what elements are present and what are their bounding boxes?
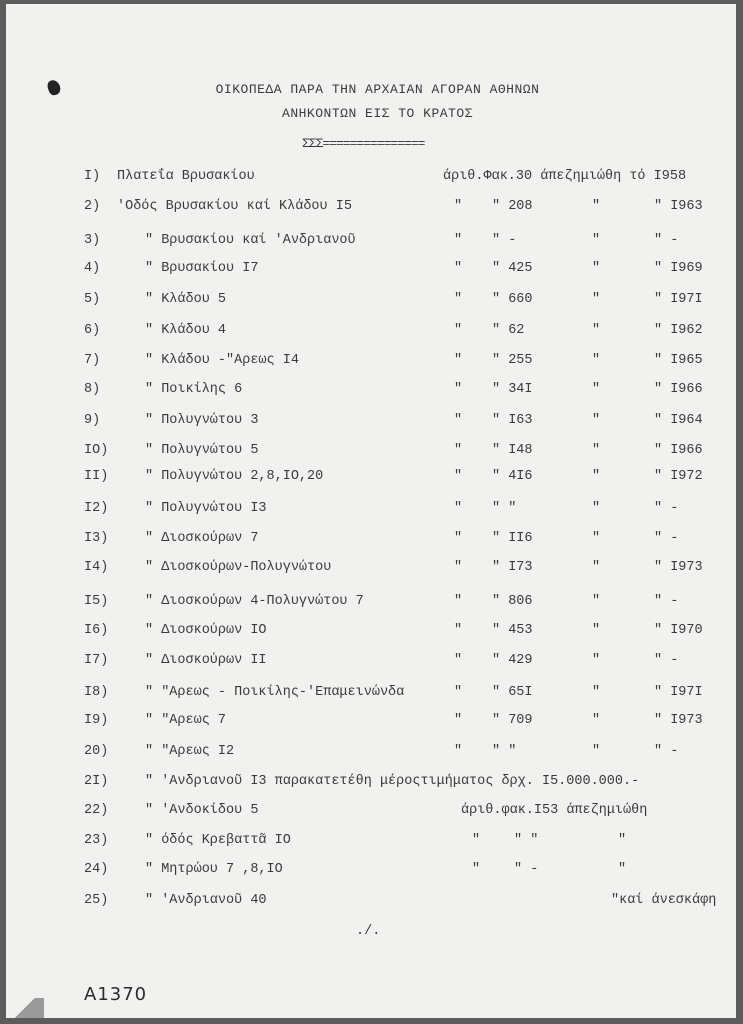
title-underline: ΣΣΣ=============== [302, 136, 425, 151]
file-number: " " [492, 501, 517, 516]
ditto-mark: " [472, 833, 481, 848]
item-number: IO) [84, 443, 109, 458]
item-description: " όδός Κρεβαττᾶ IO [145, 833, 291, 848]
item-description: " Πολυγνώτου 5 [145, 443, 259, 458]
excavation-note: "καί άνεσκάφη [611, 893, 717, 908]
file-number: " 453 [492, 623, 533, 638]
item-description: " "Αρεως 7 [145, 713, 227, 728]
item-description: " Διοσκούρων 7 [145, 531, 259, 546]
item-number: I4) [84, 560, 109, 575]
item-description: " Κλάδου -"Αρεως I4 [145, 353, 299, 368]
file-number: " 255 [492, 353, 533, 368]
ditto-mark: " [592, 713, 601, 728]
file-number: " 425 [492, 261, 533, 276]
list-item [6, 469, 736, 489]
ditto-mark: " [454, 233, 463, 248]
item-number: 6) [84, 323, 101, 338]
list-item [6, 531, 736, 551]
ditto-mark: " [592, 623, 601, 638]
compensation-year: " I965 [654, 353, 703, 368]
item-number: 2I) [84, 774, 109, 789]
item-number: 3) [84, 233, 101, 248]
item-number: 22) [84, 803, 109, 818]
item-number: 9) [84, 413, 101, 428]
item-description: " Πολυγνώτου 2,8,IO,20 [145, 469, 324, 484]
list-item [6, 292, 736, 312]
item-description: " "Αρεως I2 [145, 744, 235, 759]
document-page [6, 4, 736, 1018]
handwritten-code: A1370 [84, 984, 148, 1005]
list-item [6, 261, 736, 281]
compensation-year: " - [654, 653, 679, 668]
item-description: " Κλάδου 4 [145, 323, 227, 338]
ditto-mark: " [592, 443, 601, 458]
list-item [6, 893, 736, 913]
ditto-mark: " [454, 323, 463, 338]
file-number: " 62 [492, 323, 525, 338]
item-number: I9) [84, 713, 109, 728]
ditto-mark: " [454, 713, 463, 728]
ditto-mark: " [454, 594, 463, 609]
compensation-year: " I969 [654, 261, 703, 276]
compensation-year: " I97I [654, 685, 703, 700]
list-item [6, 623, 736, 643]
list-item [6, 713, 736, 733]
ditto-mark: " [592, 560, 601, 575]
list-item [6, 169, 736, 189]
ditto-mark: " [454, 531, 463, 546]
file-number: " 34I [492, 382, 533, 397]
file-number: " 709 [492, 713, 533, 728]
ditto-mark: " [592, 594, 601, 609]
compensation-year: " I963 [654, 199, 703, 214]
list-item [6, 594, 736, 614]
ditto-mark: " [592, 685, 601, 700]
item-description: " Μητρώου 7 ,8,IO [145, 862, 283, 877]
ditto-mark: " [454, 685, 463, 700]
ditto-mark: " [592, 413, 601, 428]
item-description: " Βρυσακίου I7 [145, 261, 259, 276]
compensation-year: " I970 [654, 623, 703, 638]
list-item [6, 803, 736, 823]
ditto-mark: " [592, 323, 601, 338]
ditto-mark: " [454, 382, 463, 397]
item-description: 'Οδός Βρυσακίου καί Κλάδου I5 [117, 199, 352, 214]
ditto-mark: " [592, 199, 601, 214]
compensation-year: " - [654, 531, 679, 546]
file-number: " 806 [492, 594, 533, 609]
ditto-mark: " [592, 353, 601, 368]
title-line-2: ΑΝΗΚΟΝΤΩΝ ΕΙΣ ΤΟ ΚΡΑΤΟΣ [282, 106, 473, 121]
compensation-year: " I97I [654, 292, 703, 307]
item-number: 23) [84, 833, 109, 848]
compensation-year: " - [654, 501, 679, 516]
compensation-year: " I973 [654, 560, 703, 575]
list-item [6, 501, 736, 521]
compensation-year: " I966 [654, 443, 703, 458]
item-description: " Ποικίλης 6 [145, 382, 243, 397]
compensation-year: " I973 [654, 713, 703, 728]
compensation-year: " - [654, 594, 679, 609]
ditto-mark: " [592, 261, 601, 276]
page-continuation-mark: ./. [356, 924, 381, 939]
file-number: " I48 [492, 443, 533, 458]
compensation-year: " - [654, 744, 679, 759]
ditto-mark: " [454, 261, 463, 276]
item-description: " Βρυσακίου καί 'Ανδριανοῦ [145, 233, 356, 248]
item-description: " Διοσκούρων IO [145, 623, 267, 638]
item-number: I7) [84, 653, 109, 668]
item-number: 25) [84, 893, 109, 908]
file-number: " - [492, 233, 517, 248]
ditto-mark: " [454, 744, 463, 759]
item-description: Πλατεΐα Βρυσακίου [117, 169, 255, 184]
ditto-mark: " [454, 292, 463, 307]
file-number: " I63 [492, 413, 533, 428]
compensation-year: " I962 [654, 323, 703, 338]
list-item [6, 443, 736, 463]
list-item [6, 685, 736, 705]
ditto-mark: " [592, 653, 601, 668]
compensation-year: " - [654, 233, 679, 248]
list-item [6, 833, 736, 853]
file-number: " - [514, 862, 539, 877]
ditto-mark: " [454, 501, 463, 516]
item-description: " Κλάδου 5 [145, 292, 227, 307]
item-number: I8) [84, 685, 109, 700]
file-number: " 4I6 [492, 469, 533, 484]
item-number: I5) [84, 594, 109, 609]
item-description: " Διοσκούρων 4-Πολυγνώτου 7 [145, 594, 364, 609]
ditto-mark: " [592, 382, 601, 397]
list-item [6, 233, 736, 253]
file-number: " 208 [492, 199, 533, 214]
ditto-mark: " [454, 443, 463, 458]
ditto-mark: " [618, 862, 627, 877]
file-number: " " [492, 744, 517, 759]
ditto-mark: " [454, 469, 463, 484]
item-description: " 'Ανδριανοῦ I3 παρακατετέθη μέροςτιμήματος δρχ. I5.000.000.- [145, 774, 640, 789]
item-description: " Διοσκούρων II [145, 653, 267, 668]
file-header: άριθ.φακ.I53 άπεζημιώθη [461, 803, 648, 818]
ditto-mark: " [618, 833, 627, 848]
file-number: " II6 [492, 531, 533, 546]
item-description: " "Αρεως - Ποικίλης-'Επαμεινώνδα [145, 685, 405, 700]
list-item [6, 199, 736, 219]
file-number: " " [514, 833, 539, 848]
compensation-year: " I972 [654, 469, 703, 484]
item-description: " Διοσκούρων-Πολυγνώτου [145, 560, 332, 575]
item-number: I6) [84, 623, 109, 638]
ditto-mark: " [472, 862, 481, 877]
file-number: " 660 [492, 292, 533, 307]
list-item [6, 653, 736, 673]
ditto-mark: " [454, 353, 463, 368]
list-item [6, 862, 736, 882]
item-number: I2) [84, 501, 109, 516]
item-number: 20) [84, 744, 109, 759]
compensation-year: " I964 [654, 413, 703, 428]
file-header: άριθ.Φακ.30 άπεζημιώθη τό I958 [443, 169, 687, 184]
ditto-mark: " [454, 413, 463, 428]
item-number: I) [84, 169, 101, 184]
item-number: 24) [84, 862, 109, 877]
ditto-mark: " [454, 623, 463, 638]
list-item [6, 413, 736, 433]
ditto-mark: " [454, 653, 463, 668]
ditto-mark: " [592, 469, 601, 484]
title-line-1: ΟΙΚΟΠΕΔΑ ΠΑΡΑ ΤΗΝ ΑΡΧΑΙΑΝ ΑΓΟΡΑΝ ΑΘΗΝΩΝ [215, 82, 540, 97]
item-description: " Πολυγνώτου 3 [145, 413, 259, 428]
item-description: " Πολυγνώτου I3 [145, 501, 267, 516]
folded-corner [6, 998, 44, 1018]
compensation-year: " I966 [654, 382, 703, 397]
item-number: II) [84, 469, 109, 484]
list-item [6, 382, 736, 402]
item-number: 5) [84, 292, 101, 307]
ditto-mark: " [592, 744, 601, 759]
ditto-mark: " [592, 501, 601, 516]
ditto-mark: " [592, 233, 601, 248]
list-item [6, 744, 736, 764]
item-number: 2) [84, 199, 101, 214]
item-description: " 'Ανδοκίδου 5 [145, 803, 259, 818]
item-number: 7) [84, 353, 101, 368]
list-item [6, 560, 736, 580]
file-number: " 65I [492, 685, 533, 700]
file-number: " I73 [492, 560, 533, 575]
list-item [6, 323, 736, 343]
ditto-mark: " [592, 292, 601, 307]
item-number: 8) [84, 382, 101, 397]
item-number: I3) [84, 531, 109, 546]
ditto-mark: " [454, 560, 463, 575]
item-number: 4) [84, 261, 101, 276]
ditto-mark: " [454, 199, 463, 214]
ditto-mark: " [592, 531, 601, 546]
file-number: " 429 [492, 653, 533, 668]
list-item [6, 774, 736, 794]
item-description: " 'Ανδριανοῦ 40 [145, 893, 267, 908]
list-item [6, 353, 736, 373]
